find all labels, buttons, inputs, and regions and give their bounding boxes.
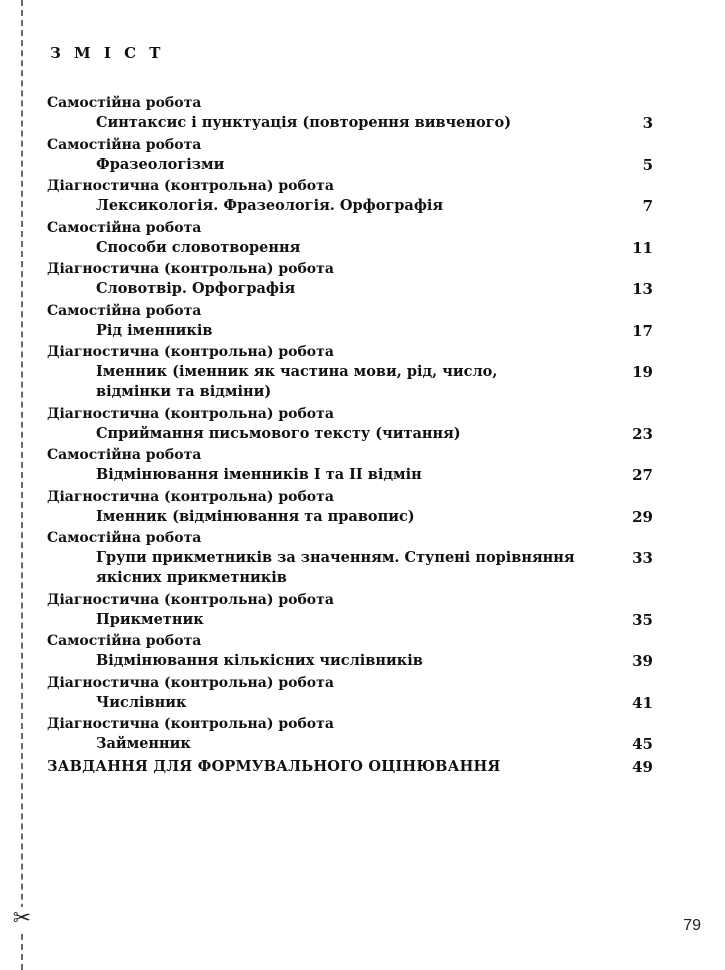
toc-entry-title: Числівник [96, 693, 187, 711]
toc-entry-title: Іменник (іменник як частина мови, рід, число, відмінки та відміни) [96, 363, 498, 400]
scissors-icon: ✂ [10, 907, 34, 931]
toc-entry-page: 11 [632, 238, 653, 257]
toc-entry [47, 488, 657, 527]
toc-entry-line [47, 651, 657, 671]
toc-entry-title: Словотвір. Орфографія [96, 280, 296, 297]
toc-entry-line [47, 362, 657, 402]
toc-entry-category: Самостійна робота [47, 95, 202, 111]
toc-entry-category: Діагностична (контрольна) робота [47, 674, 334, 691]
cut-line [21, 0, 23, 970]
toc-entry-page: 29 [632, 507, 653, 526]
toc-entry [47, 219, 657, 258]
toc-entry [47, 591, 657, 630]
toc-entry-page: 27 [632, 466, 653, 484]
toc-entry-category: Самостійна робота [47, 447, 202, 463]
toc-entry-line [47, 610, 657, 630]
toc-entry [47, 446, 657, 485]
toc-entry [47, 94, 657, 133]
toc-entry [47, 529, 657, 588]
toc-entry [47, 674, 657, 713]
toc-entry-category: Самостійна робота [47, 633, 202, 649]
toc-entry-page: 5 [642, 155, 653, 174]
toc-entry-title: Групи прикметників за значенням. Ступені порівняння якісних прикметників [96, 549, 575, 586]
toc-entry [47, 177, 657, 216]
toc-entry-title: Займенник [96, 735, 191, 752]
toc-entry-title: Іменник (відмінювання та правопис) [96, 507, 415, 525]
toc-entry-title: Синтаксис і пунктуація (повторення вивченого) [96, 114, 512, 131]
toc-entry-title: Способи словотворення [96, 238, 301, 256]
toc-entry [47, 302, 657, 341]
toc-entry-page: 13 [632, 280, 653, 298]
toc-entry-line [47, 507, 657, 527]
toc-final-title: ЗАВДАННЯ ДЛЯ ФОРМУВАЛЬНОГО ОЦІНЮВАННЯ [47, 757, 501, 775]
toc-entry [47, 715, 657, 754]
toc-entry-category: Діагностична (контрольна) робота [47, 261, 334, 277]
toc-entry-category: Діагностична (контрольна) робота [47, 178, 334, 194]
toc-entry [47, 136, 657, 175]
toc-entry-line [47, 196, 657, 216]
toc-entry-page: 45 [632, 735, 653, 753]
toc-entry-title: Сприймання письмового тексту (читання) [96, 424, 461, 442]
toc-entry-line [47, 321, 657, 341]
toc-entry-category: Діагностична (контрольна) робота [47, 716, 334, 732]
toc-entry-category: Самостійна робота [47, 136, 202, 153]
toc-entry-line [47, 155, 657, 175]
table-of-contents [47, 94, 657, 777]
toc-entry-page: 3 [642, 114, 653, 132]
toc-entry-title: Прикметник [96, 610, 204, 628]
page-title: З М І С Т [50, 44, 165, 62]
toc-entry-line [47, 734, 657, 754]
toc-entry [47, 260, 657, 299]
toc-entry-page: 7 [642, 197, 653, 215]
toc-entry-title: Рід іменників [96, 321, 213, 339]
toc-entry-category: Діагностична (контрольна) робота [47, 591, 334, 608]
toc-entry-title: Відмінювання кількісних числівників [96, 652, 423, 669]
toc-entry [47, 632, 657, 671]
toc-entry-line [47, 465, 657, 485]
toc-entry [47, 343, 657, 402]
toc-entry-category: Діагностична (контрольна) робота [47, 344, 334, 360]
toc-entry-category: Самостійна робота [47, 219, 202, 236]
toc-entry-category: Самостійна робота [47, 302, 202, 319]
toc-final-page: 49 [632, 757, 653, 776]
toc-entry-line [47, 548, 657, 588]
toc-entry-page: 33 [632, 549, 653, 567]
toc-entry-line [47, 424, 657, 444]
toc-final-entry [47, 757, 657, 777]
toc-entry-page: 35 [632, 610, 653, 629]
toc-entry-line [47, 238, 657, 258]
toc-entry-line [47, 693, 657, 713]
toc-entry-page: 17 [632, 321, 653, 340]
toc-entry-line [47, 113, 657, 133]
toc-entry-page: 41 [632, 693, 653, 712]
toc-entry-title: Відмінювання іменників І та ІІ відмін [96, 466, 422, 483]
toc-entry-page: 19 [632, 363, 653, 381]
toc-entry [47, 405, 657, 444]
toc-entry-category: Діагностична (контрольна) робота [47, 405, 334, 422]
toc-entry-page: 23 [632, 424, 653, 443]
toc-entry-title: Лексикологія. Фразеологія. Орфографія [96, 197, 444, 214]
page-number: 79 [683, 917, 701, 934]
toc-entry-category: Самостійна робота [47, 530, 202, 546]
toc-entry-category: Діагностична (контрольна) робота [47, 488, 334, 505]
toc-entry-page: 39 [632, 652, 653, 670]
toc-entry-title: Фразеологізми [96, 155, 225, 173]
toc-entry-line [47, 279, 657, 299]
